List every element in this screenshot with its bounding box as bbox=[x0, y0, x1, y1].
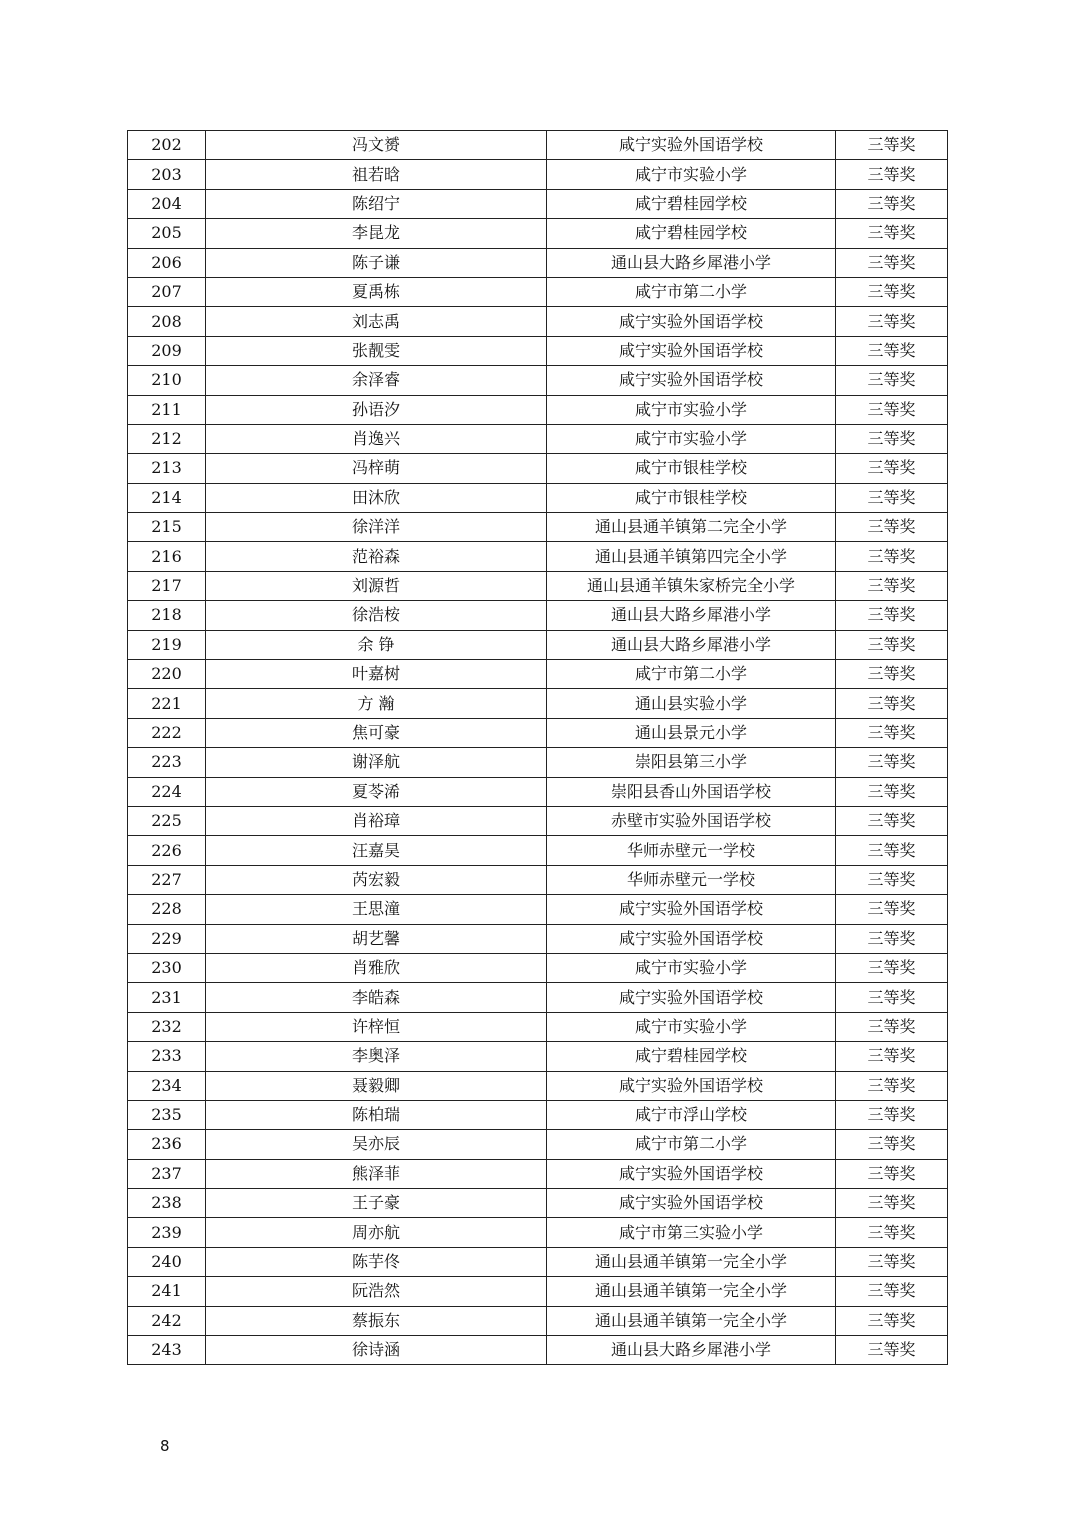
table-row bbox=[128, 542, 948, 571]
table-row bbox=[128, 395, 948, 424]
page-number: 8 bbox=[160, 1437, 170, 1455]
cell-number: 217 bbox=[128, 571, 206, 600]
cell-award: 三等奖 bbox=[836, 189, 948, 218]
cell-student-name: 陈子谦 bbox=[206, 248, 547, 277]
cell-school: 通山县通羊镇第一完全小学 bbox=[547, 1277, 836, 1306]
table-row bbox=[128, 424, 948, 453]
cell-number: 239 bbox=[128, 1218, 206, 1247]
cell-number: 226 bbox=[128, 836, 206, 865]
cell-school: 咸宁实验外国语学校 bbox=[547, 336, 836, 365]
cell-student-name: 冯文赟 bbox=[206, 131, 547, 160]
cell-award: 三等奖 bbox=[836, 1042, 948, 1071]
cell-student-name: 汪嘉昊 bbox=[206, 836, 547, 865]
cell-student-name: 徐诗涵 bbox=[206, 1336, 547, 1365]
cell-school: 咸宁碧桂园学校 bbox=[547, 189, 836, 218]
cell-school: 咸宁市银桂学校 bbox=[547, 454, 836, 483]
cell-student-name: 张靓雯 bbox=[206, 336, 547, 365]
cell-number: 208 bbox=[128, 307, 206, 336]
cell-student-name: 田沐欣 bbox=[206, 483, 547, 512]
table-row bbox=[128, 513, 948, 542]
cell-school: 华师赤壁元一学校 bbox=[547, 865, 836, 894]
cell-school: 咸宁实验外国语学校 bbox=[547, 131, 836, 160]
table-row bbox=[128, 1247, 948, 1276]
table-row bbox=[128, 1159, 948, 1188]
cell-number: 237 bbox=[128, 1159, 206, 1188]
cell-student-name: 徐洋洋 bbox=[206, 513, 547, 542]
cell-award: 三等奖 bbox=[836, 865, 948, 894]
cell-school: 通山县景元小学 bbox=[547, 718, 836, 747]
table-row bbox=[128, 660, 948, 689]
table-row bbox=[128, 189, 948, 218]
cell-award: 三等奖 bbox=[836, 924, 948, 953]
table-row bbox=[128, 571, 948, 600]
table-row bbox=[128, 1218, 948, 1247]
cell-number: 236 bbox=[128, 1130, 206, 1159]
cell-award: 三等奖 bbox=[836, 513, 948, 542]
cell-school: 华师赤壁元一学校 bbox=[547, 836, 836, 865]
table-row bbox=[128, 895, 948, 924]
cell-award: 三等奖 bbox=[836, 1277, 948, 1306]
cell-student-name: 王子豪 bbox=[206, 1189, 547, 1218]
cell-school: 咸宁市第二小学 bbox=[547, 277, 836, 306]
cell-school: 咸宁市实验小学 bbox=[547, 1012, 836, 1041]
table-row bbox=[128, 953, 948, 982]
table-row bbox=[128, 131, 948, 160]
table-row bbox=[128, 983, 948, 1012]
cell-student-name: 陈绍宁 bbox=[206, 189, 547, 218]
cell-student-name: 叶嘉树 bbox=[206, 660, 547, 689]
cell-number: 216 bbox=[128, 542, 206, 571]
cell-student-name: 祖若晗 bbox=[206, 160, 547, 189]
cell-award: 三等奖 bbox=[836, 219, 948, 248]
cell-student-name: 谢泽航 bbox=[206, 748, 547, 777]
cell-school: 咸宁市实验小学 bbox=[547, 424, 836, 453]
cell-number: 205 bbox=[128, 219, 206, 248]
cell-award: 三等奖 bbox=[836, 160, 948, 189]
cell-student-name: 焦可豪 bbox=[206, 718, 547, 747]
cell-number: 224 bbox=[128, 777, 206, 806]
cell-award: 三等奖 bbox=[836, 806, 948, 835]
cell-award: 三等奖 bbox=[836, 248, 948, 277]
cell-award: 三等奖 bbox=[836, 1189, 948, 1218]
cell-award: 三等奖 bbox=[836, 336, 948, 365]
cell-number: 227 bbox=[128, 865, 206, 894]
cell-award: 三等奖 bbox=[836, 1306, 948, 1335]
cell-number: 222 bbox=[128, 718, 206, 747]
cell-school: 通山县通羊镇第四完全小学 bbox=[547, 542, 836, 571]
cell-award: 三等奖 bbox=[836, 424, 948, 453]
table-row bbox=[128, 277, 948, 306]
cell-student-name: 李皓森 bbox=[206, 983, 547, 1012]
cell-school: 咸宁市实验小学 bbox=[547, 395, 836, 424]
table-row bbox=[128, 219, 948, 248]
table-row bbox=[128, 689, 948, 718]
cell-school: 赤壁市实验外国语学校 bbox=[547, 806, 836, 835]
table-row bbox=[128, 160, 948, 189]
cell-student-name: 夏苓浠 bbox=[206, 777, 547, 806]
cell-student-name: 余 铮 bbox=[206, 630, 547, 659]
cell-award: 三等奖 bbox=[836, 1336, 948, 1365]
cell-school: 咸宁市实验小学 bbox=[547, 953, 836, 982]
cell-award: 三等奖 bbox=[836, 1218, 948, 1247]
cell-number: 218 bbox=[128, 601, 206, 630]
cell-school: 咸宁碧桂园学校 bbox=[547, 1042, 836, 1071]
cell-number: 220 bbox=[128, 660, 206, 689]
cell-school: 通山县大路乡犀港小学 bbox=[547, 601, 836, 630]
cell-number: 229 bbox=[128, 924, 206, 953]
cell-number: 234 bbox=[128, 1071, 206, 1100]
table-row bbox=[128, 307, 948, 336]
cell-number: 230 bbox=[128, 953, 206, 982]
cell-school: 咸宁实验外国语学校 bbox=[547, 895, 836, 924]
cell-award: 三等奖 bbox=[836, 1100, 948, 1129]
cell-award: 三等奖 bbox=[836, 366, 948, 395]
table-row bbox=[128, 366, 948, 395]
cell-number: 242 bbox=[128, 1306, 206, 1335]
cell-student-name: 李奥泽 bbox=[206, 1042, 547, 1071]
cell-number: 221 bbox=[128, 689, 206, 718]
table-row bbox=[128, 601, 948, 630]
cell-school: 通山县通羊镇第一完全小学 bbox=[547, 1247, 836, 1276]
cell-student-name: 冯梓萌 bbox=[206, 454, 547, 483]
cell-student-name: 方 瀚 bbox=[206, 689, 547, 718]
cell-number: 214 bbox=[128, 483, 206, 512]
cell-school: 咸宁市第三实验小学 bbox=[547, 1218, 836, 1247]
cell-school: 通山县通羊镇第二完全小学 bbox=[547, 513, 836, 542]
cell-number: 219 bbox=[128, 630, 206, 659]
awards-table bbox=[127, 130, 948, 1365]
cell-number: 203 bbox=[128, 160, 206, 189]
table-row bbox=[128, 1306, 948, 1335]
cell-student-name: 刘志禹 bbox=[206, 307, 547, 336]
table-row bbox=[128, 806, 948, 835]
table-row bbox=[128, 1042, 948, 1071]
table-row bbox=[128, 1012, 948, 1041]
cell-school: 崇阳县第三小学 bbox=[547, 748, 836, 777]
cell-award: 三等奖 bbox=[836, 1071, 948, 1100]
cell-number: 231 bbox=[128, 983, 206, 1012]
cell-student-name: 许梓恒 bbox=[206, 1012, 547, 1041]
cell-number: 202 bbox=[128, 131, 206, 160]
cell-school: 咸宁实验外国语学校 bbox=[547, 1071, 836, 1100]
cell-number: 209 bbox=[128, 336, 206, 365]
table-row bbox=[128, 248, 948, 277]
cell-award: 三等奖 bbox=[836, 983, 948, 1012]
cell-school: 咸宁实验外国语学校 bbox=[547, 983, 836, 1012]
cell-student-name: 阮浩然 bbox=[206, 1277, 547, 1306]
cell-number: 204 bbox=[128, 189, 206, 218]
cell-number: 240 bbox=[128, 1247, 206, 1276]
cell-number: 206 bbox=[128, 248, 206, 277]
cell-student-name: 肖逸兴 bbox=[206, 424, 547, 453]
cell-award: 三等奖 bbox=[836, 307, 948, 336]
cell-student-name: 肖裕璋 bbox=[206, 806, 547, 835]
table-row bbox=[128, 1336, 948, 1365]
cell-award: 三等奖 bbox=[836, 630, 948, 659]
cell-award: 三等奖 bbox=[836, 895, 948, 924]
cell-school: 咸宁实验外国语学校 bbox=[547, 1159, 836, 1188]
cell-school: 咸宁实验外国语学校 bbox=[547, 924, 836, 953]
cell-student-name: 芮宏毅 bbox=[206, 865, 547, 894]
cell-school: 咸宁实验外国语学校 bbox=[547, 366, 836, 395]
cell-number: 211 bbox=[128, 395, 206, 424]
cell-award: 三等奖 bbox=[836, 953, 948, 982]
table-row bbox=[128, 865, 948, 894]
cell-number: 212 bbox=[128, 424, 206, 453]
cell-number: 213 bbox=[128, 454, 206, 483]
cell-award: 三等奖 bbox=[836, 542, 948, 571]
cell-award: 三等奖 bbox=[836, 1012, 948, 1041]
cell-school: 咸宁碧桂园学校 bbox=[547, 219, 836, 248]
table-row bbox=[128, 454, 948, 483]
cell-school: 通山县通羊镇朱家桥完全小学 bbox=[547, 571, 836, 600]
cell-number: 243 bbox=[128, 1336, 206, 1365]
cell-number: 228 bbox=[128, 895, 206, 924]
cell-number: 215 bbox=[128, 513, 206, 542]
cell-award: 三等奖 bbox=[836, 483, 948, 512]
cell-school: 咸宁市浮山学校 bbox=[547, 1100, 836, 1129]
cell-school: 通山县实验小学 bbox=[547, 689, 836, 718]
cell-student-name: 熊泽菲 bbox=[206, 1159, 547, 1188]
cell-number: 238 bbox=[128, 1189, 206, 1218]
cell-student-name: 范裕森 bbox=[206, 542, 547, 571]
cell-award: 三等奖 bbox=[836, 571, 948, 600]
cell-number: 223 bbox=[128, 748, 206, 777]
cell-award: 三等奖 bbox=[836, 1247, 948, 1276]
cell-award: 三等奖 bbox=[836, 748, 948, 777]
cell-award: 三等奖 bbox=[836, 131, 948, 160]
cell-school: 通山县大路乡犀港小学 bbox=[547, 1336, 836, 1365]
cell-student-name: 李昆龙 bbox=[206, 219, 547, 248]
cell-school: 崇阳县香山外国语学校 bbox=[547, 777, 836, 806]
table-row bbox=[128, 630, 948, 659]
cell-award: 三等奖 bbox=[836, 660, 948, 689]
cell-award: 三等奖 bbox=[836, 395, 948, 424]
table-row bbox=[128, 777, 948, 806]
cell-school: 通山县通羊镇第一完全小学 bbox=[547, 1306, 836, 1335]
cell-award: 三等奖 bbox=[836, 454, 948, 483]
table-row bbox=[128, 336, 948, 365]
cell-school: 咸宁市第二小学 bbox=[547, 1130, 836, 1159]
cell-student-name: 孙语汐 bbox=[206, 395, 547, 424]
cell-number: 233 bbox=[128, 1042, 206, 1071]
cell-award: 三等奖 bbox=[836, 836, 948, 865]
cell-school: 咸宁实验外国语学校 bbox=[547, 307, 836, 336]
cell-student-name: 陈芋佟 bbox=[206, 1247, 547, 1276]
awards-table-body bbox=[128, 131, 948, 1365]
cell-award: 三等奖 bbox=[836, 1130, 948, 1159]
cell-student-name: 吴亦辰 bbox=[206, 1130, 547, 1159]
cell-school: 咸宁市第二小学 bbox=[547, 660, 836, 689]
cell-number: 225 bbox=[128, 806, 206, 835]
cell-student-name: 胡艺馨 bbox=[206, 924, 547, 953]
cell-school: 咸宁市实验小学 bbox=[547, 160, 836, 189]
cell-student-name: 肖雅欣 bbox=[206, 953, 547, 982]
cell-award: 三等奖 bbox=[836, 601, 948, 630]
table-row bbox=[128, 718, 948, 747]
cell-number: 207 bbox=[128, 277, 206, 306]
cell-student-name: 聂毅卿 bbox=[206, 1071, 547, 1100]
table-row bbox=[128, 748, 948, 777]
table-row bbox=[128, 836, 948, 865]
table-row bbox=[128, 483, 948, 512]
cell-school: 通山县大路乡犀港小学 bbox=[547, 248, 836, 277]
table-row bbox=[128, 1071, 948, 1100]
cell-school: 咸宁实验外国语学校 bbox=[547, 1189, 836, 1218]
cell-student-name: 王思潼 bbox=[206, 895, 547, 924]
cell-number: 235 bbox=[128, 1100, 206, 1129]
cell-student-name: 余泽睿 bbox=[206, 366, 547, 395]
cell-student-name: 夏禹栋 bbox=[206, 277, 547, 306]
table-row bbox=[128, 1130, 948, 1159]
cell-award: 三等奖 bbox=[836, 777, 948, 806]
cell-student-name: 周亦航 bbox=[206, 1218, 547, 1247]
table-row bbox=[128, 924, 948, 953]
cell-award: 三等奖 bbox=[836, 277, 948, 306]
cell-number: 232 bbox=[128, 1012, 206, 1041]
cell-award: 三等奖 bbox=[836, 718, 948, 747]
cell-school: 咸宁市银桂学校 bbox=[547, 483, 836, 512]
cell-school: 通山县大路乡犀港小学 bbox=[547, 630, 836, 659]
cell-number: 210 bbox=[128, 366, 206, 395]
cell-student-name: 刘源哲 bbox=[206, 571, 547, 600]
cell-award: 三等奖 bbox=[836, 1159, 948, 1188]
table-row bbox=[128, 1189, 948, 1218]
cell-student-name: 陈柏瑞 bbox=[206, 1100, 547, 1129]
table-row bbox=[128, 1100, 948, 1129]
table-row bbox=[128, 1277, 948, 1306]
cell-student-name: 蔡振东 bbox=[206, 1306, 547, 1335]
cell-award: 三等奖 bbox=[836, 689, 948, 718]
cell-student-name: 徐浩桉 bbox=[206, 601, 547, 630]
cell-number: 241 bbox=[128, 1277, 206, 1306]
